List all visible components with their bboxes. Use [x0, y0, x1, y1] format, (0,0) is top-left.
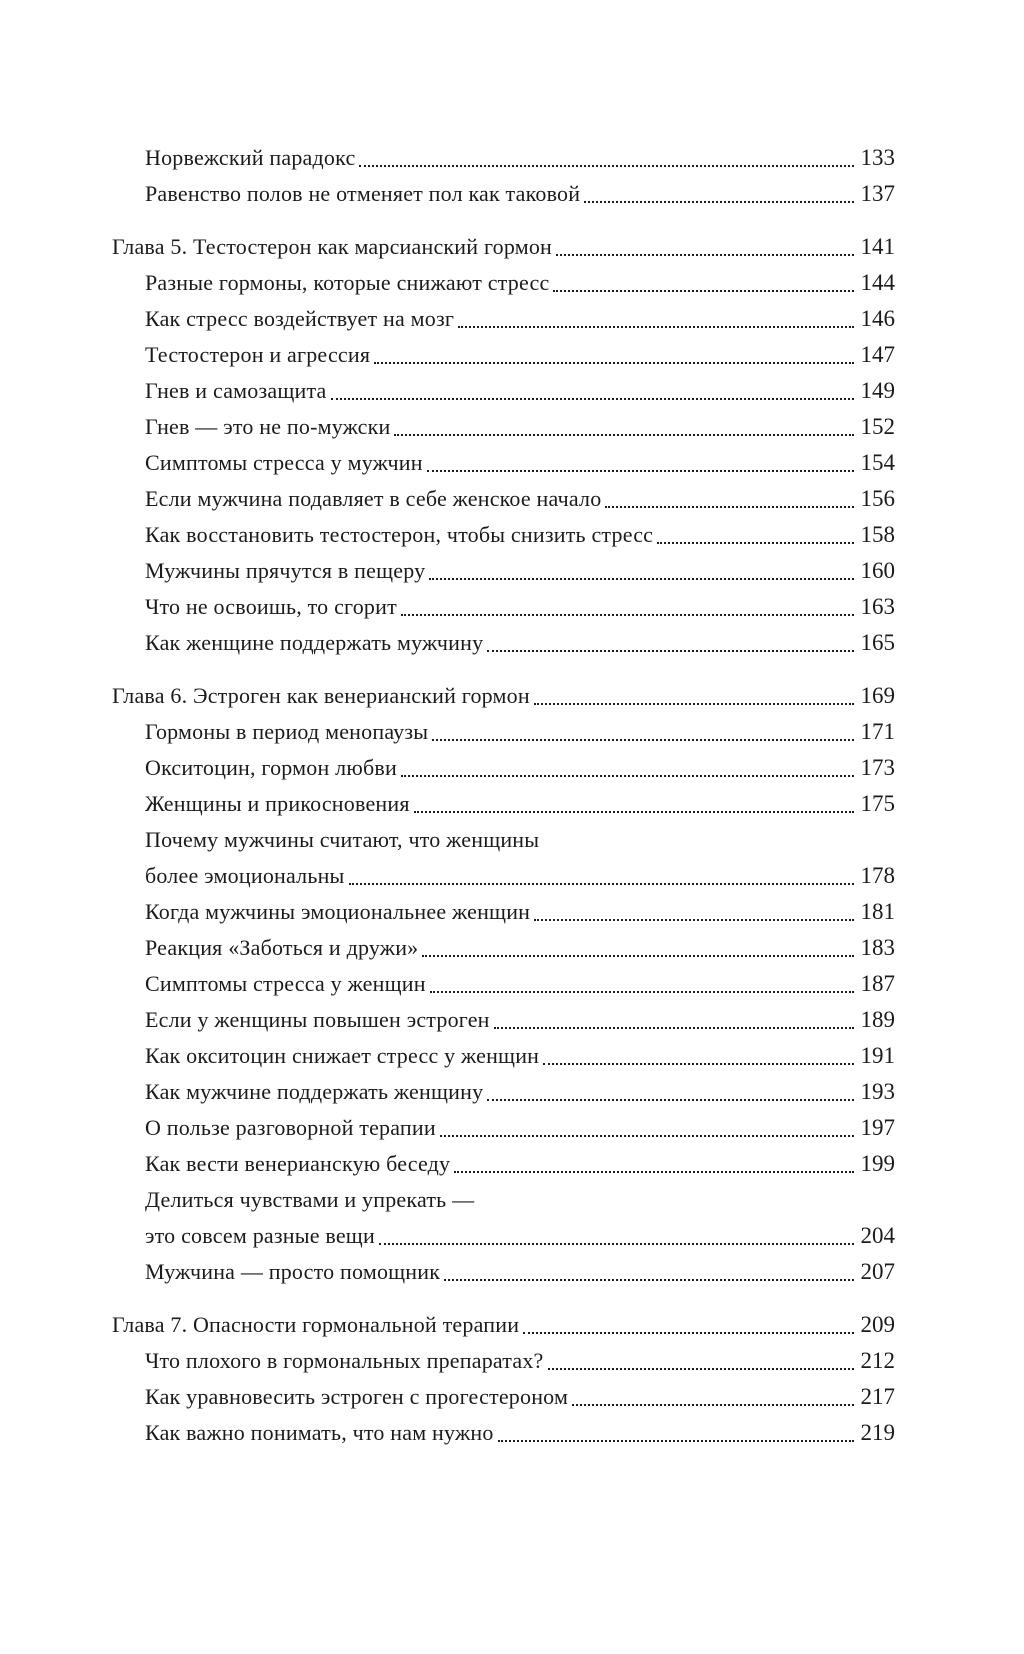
toc-entry-title: Норвежский парадокс [145, 145, 356, 170]
dot-leader [657, 542, 853, 544]
dot-leader [379, 1243, 854, 1245]
toc-section [112, 678, 895, 1290]
dot-leader [487, 650, 853, 652]
toc-entry [112, 1254, 895, 1290]
dot-leader [427, 470, 854, 472]
toc-entry [112, 1038, 895, 1074]
toc-entry-title: Симптомы стресса у мужчин [145, 450, 423, 475]
toc-entry [112, 966, 895, 1002]
toc-entry [112, 517, 895, 553]
toc-entry-title: Тестостерон и агрессия [145, 342, 371, 367]
toc-entry [112, 373, 895, 409]
toc-entry [112, 589, 895, 625]
toc-entry-page: 178 [860, 863, 895, 888]
dot-leader [548, 1368, 854, 1370]
toc-entry [112, 1415, 895, 1451]
toc-entry-title: Как стресс воздействует на мозг [145, 306, 455, 331]
toc-entry-page: 154 [860, 450, 895, 475]
dot-leader [572, 1404, 853, 1406]
toc-entry-page: 189 [860, 1007, 895, 1032]
toc-entry [112, 1218, 895, 1254]
toc-entry-page: 173 [860, 755, 895, 780]
dot-leader [430, 991, 854, 993]
dot-leader [487, 1099, 853, 1101]
dot-leader [534, 703, 854, 705]
toc-entry-page: 147 [860, 342, 895, 367]
toc-entry-title: Если у женщины повышен эстроген [145, 1007, 490, 1032]
toc-entry-page: 165 [860, 630, 895, 655]
toc-entry-title: Глава 7. Опасности гормональной терапии [112, 1312, 520, 1337]
toc-entry-page: 187 [860, 971, 895, 996]
toc-entry [112, 750, 895, 786]
toc-entry-page: 191 [860, 1043, 895, 1068]
toc-entry-title: Что плохого в гормональных препаратах? [145, 1348, 544, 1373]
toc-entry-title: это совсем разные вещи [145, 1223, 375, 1248]
dot-leader [584, 201, 853, 203]
toc-entry-title: Гнев и самозащита [145, 378, 327, 403]
dot-leader [553, 290, 853, 292]
toc-entry-page: 163 [860, 594, 895, 619]
toc-entry-page: 144 [860, 270, 895, 295]
toc-entry-page: 141 [860, 234, 895, 259]
toc-entry-page: 137 [860, 181, 895, 206]
dot-leader [359, 165, 853, 167]
toc-entry [112, 858, 895, 894]
toc-entry [112, 786, 895, 822]
toc-entry [112, 229, 895, 265]
toc-entry [112, 894, 895, 930]
toc-entry-title: Мужчина — просто помощник [145, 1259, 441, 1284]
dot-leader [401, 775, 854, 777]
toc-entry [112, 301, 895, 337]
toc-entry-page: 204 [860, 1223, 895, 1248]
dot-leader [556, 254, 854, 256]
dot-leader [523, 1332, 853, 1334]
toc-entry-page: 171 [860, 719, 895, 744]
toc-entry-page: 152 [860, 414, 895, 439]
toc-section [112, 229, 895, 661]
toc-entry-title: Как мужчине поддержать женщину [145, 1079, 484, 1104]
toc-entry-title: Как женщине поддержать мужчину [145, 630, 484, 655]
toc-entry-title: Как важно понимать, что нам нужно [145, 1420, 494, 1445]
toc-entry-page: 181 [860, 899, 895, 924]
dot-leader [422, 955, 853, 957]
toc-entry-page: 169 [860, 683, 895, 708]
toc-entry-title: Мужчины прячутся в пещеру [145, 558, 426, 583]
toc-entry-page: 212 [860, 1348, 895, 1373]
dot-leader [401, 614, 854, 616]
toc-entry-page: 149 [860, 378, 895, 403]
dot-leader [534, 919, 853, 921]
toc-entry [112, 714, 895, 750]
toc-entry-title: Как вести венерианскую беседу [145, 1151, 451, 1176]
toc-entry-title: Симптомы стресса у женщин [145, 971, 426, 996]
toc-entry-title: Женщины и прикосновения [145, 791, 410, 816]
toc-entry [112, 176, 895, 212]
toc-entry [112, 822, 895, 858]
toc-entry [112, 678, 895, 714]
toc-entry-page: 217 [860, 1384, 895, 1409]
toc-entry-title: Как восстановить тестостерон, чтобы снизить стресс [145, 522, 654, 547]
dot-leader [432, 739, 853, 741]
toc-entry-title: Делиться чувствами и упрекать — [145, 1187, 475, 1212]
toc-entry [112, 337, 895, 373]
toc-entry-title: Глава 5. Тестостерон как марсианский гормон [112, 234, 552, 259]
toc-entry [112, 930, 895, 966]
dot-leader [349, 883, 854, 885]
toc-entry-title: Что не освоишь, то сгорит [145, 594, 397, 619]
toc-entry [112, 625, 895, 661]
toc-entry-page: 133 [860, 145, 895, 170]
toc-entry [112, 409, 895, 445]
dot-leader [414, 811, 854, 813]
dot-leader [440, 1135, 854, 1137]
toc-entry-title: Когда мужчины эмоциональнее женщин [145, 899, 531, 924]
dot-leader [444, 1279, 853, 1281]
dot-leader [543, 1063, 853, 1065]
toc-entry-page: 193 [860, 1079, 895, 1104]
toc-entry-page: 183 [860, 935, 895, 960]
toc-entry-page: 175 [860, 791, 895, 816]
toc-entry [112, 1146, 895, 1182]
toc-entry-page: 199 [860, 1151, 895, 1176]
toc-entry-page: 146 [860, 306, 895, 331]
toc-entry-title: Разные гормоны, которые снижают стресс [145, 270, 550, 295]
dot-leader [498, 1440, 854, 1442]
toc-entry-page: 219 [860, 1420, 895, 1445]
toc-entry [112, 1307, 895, 1343]
toc-entry-page: 160 [860, 558, 895, 583]
toc-entry [112, 265, 895, 301]
toc-section [112, 1307, 895, 1451]
toc-entry-title: Почему мужчины считают, что женщины [145, 827, 540, 852]
toc-entry-page: 197 [860, 1115, 895, 1140]
dot-leader [429, 578, 853, 580]
dot-leader [331, 398, 854, 400]
toc-entry-title: Равенство полов не отменяет пол как таковой [145, 181, 581, 206]
toc-entry [112, 1110, 895, 1146]
toc-entry-title: Глава 6. Эстроген как венерианский гормон [112, 683, 530, 708]
toc-section [112, 140, 895, 212]
toc-entry-title: О пользе разговорной терапии [145, 1115, 436, 1140]
dot-leader [605, 506, 853, 508]
toc-entry [112, 1343, 895, 1379]
dot-leader [374, 362, 853, 364]
toc-entry [112, 1379, 895, 1415]
dot-leader [494, 1027, 854, 1029]
toc-entry-title: Как окситоцин снижает стресс у женщин [145, 1043, 540, 1068]
toc-entry-title: Окситоцин, гормон любви [145, 755, 397, 780]
dot-leader [394, 434, 853, 436]
toc-entry [112, 481, 895, 517]
toc-entry-title: Если мужчина подавляет в себе женское начало [145, 486, 602, 511]
toc-entry-page: 209 [860, 1312, 895, 1337]
toc-entry [112, 1182, 895, 1218]
toc-entry-page: 156 [860, 486, 895, 511]
toc-entry [112, 445, 895, 481]
toc-entry-title: Гормоны в период менопаузы [145, 719, 429, 744]
toc-entry-title: Гнев — это не по-мужски [145, 414, 391, 439]
toc-entry [112, 553, 895, 589]
toc-entry [112, 140, 895, 176]
toc-entry-title: более эмоциональны [145, 863, 345, 888]
toc-list [112, 140, 895, 1451]
dot-leader [458, 326, 853, 328]
toc-entry [112, 1074, 895, 1110]
toc-entry [112, 1002, 895, 1038]
dot-leader [454, 1171, 853, 1173]
toc-entry-title: Реакция «Заботься и дружи» [145, 935, 419, 960]
toc-entry-title: Как уравновесить эстроген с прогестероном [145, 1384, 569, 1409]
toc-entry-page: 207 [860, 1259, 895, 1284]
toc-entry-page: 158 [860, 522, 895, 547]
